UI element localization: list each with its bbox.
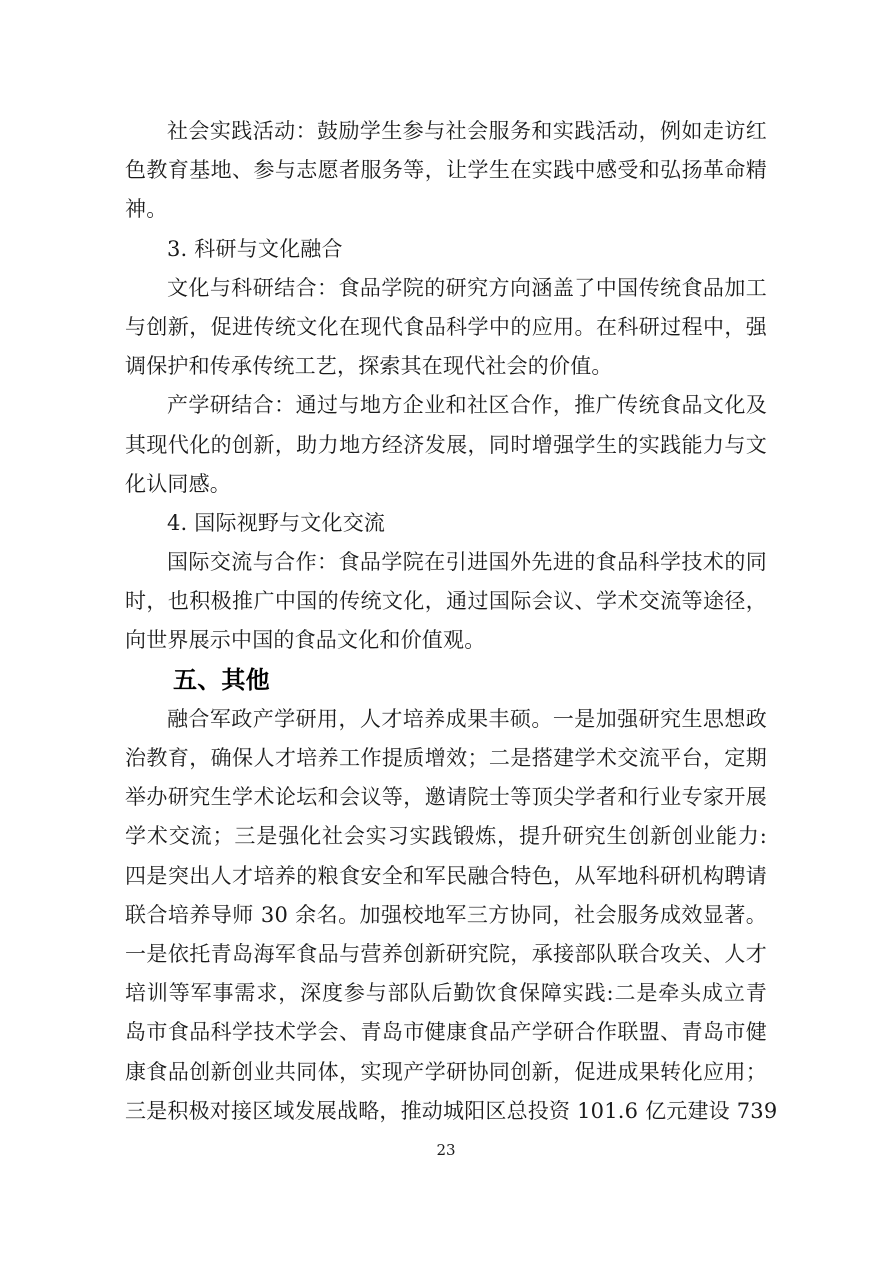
text-line: 四是突出人才培养的粮食安全和军民融合特色，从军地科研机构聘请: [125, 863, 767, 888]
document-body: [125, 112, 778, 1131]
text-line: 调保护和传承传统工艺，探索其在现代社会的价值。: [125, 354, 613, 379]
paragraph: [125, 386, 767, 504]
text-line: 化认同感。: [125, 471, 231, 496]
text-line: 联合培养导师 30 余名。加强校地军三方协同，社会服务成效显著。: [125, 902, 767, 927]
text-line: 社会实践活动：鼓励学生参与社会服务和实践活动，例如走访红: [167, 119, 767, 143]
text-line: 3. 科研与文化融合: [167, 236, 343, 261]
paragraph: [125, 230, 767, 269]
text-line: 产学研结合：通过与地方企业和社区合作，推广传统食品文化及: [167, 393, 767, 418]
text-line: 文化与科研结合：食品学院的研究方向涵盖了中国传统食品加工: [167, 275, 767, 300]
text-line: 融合军政产学研用，人才培养成果丰硕。一是加强研究生思想政: [167, 706, 767, 731]
text-line: 神。: [125, 197, 168, 222]
text-line: 治教育，确保人才培养工作提质增效；二是搭建学术交流平台，定期: [125, 746, 767, 770]
text-line: 一是依托青岛海军食品与营养创新研究院，承接部队联合攻关、人才: [125, 941, 767, 966]
page-footer: [125, 1140, 767, 1160]
text-line: 向世界展示中国的食品文化和价值观。: [125, 628, 486, 653]
text-line: 4. 国际视野与文化交流: [167, 510, 386, 535]
text-line: 学术交流；三是强化社会实习实践锻炼，提升研究生创新创业能力:: [125, 824, 767, 849]
text-line: 国际交流与合作：食品学院在引进国外先进的食品科学技术的同: [167, 550, 767, 575]
text-line: 举办研究生学术论坛和会议等，邀请院士等顶尖学者和行业专家开展: [125, 785, 767, 810]
paragraph: [125, 543, 767, 661]
text-line: 其现代化的创新，助力地方经济发展，同时增强学生的实践能力与文: [125, 432, 767, 457]
page-number: 23: [436, 1141, 456, 1159]
text-line: 五、其他: [173, 666, 270, 694]
paragraph: [125, 504, 767, 543]
text-line: 与创新，促进传统文化在现代食品科学中的应用。在科研过程中，强: [125, 314, 767, 339]
paragraph: [125, 700, 778, 1131]
section-heading: [125, 661, 767, 700]
text-line: 三是积极对接区域发展战略，推动城阳区总投资 101.6 亿元建设 739: [125, 1098, 778, 1123]
text-line: 色教育基地、参与志愿者服务等，让学生在实践中感受和弘扬革命精: [125, 158, 767, 183]
text-line: 时，也积极推广中国的传统文化，通过国际会议、学术交流等途径，: [125, 589, 767, 614]
text-line: 岛市食品科学技术学会、青岛市健康食品产学研合作联盟、青岛市健: [125, 1020, 767, 1045]
paragraph: [125, 112, 767, 230]
text-line: 康食品创新创业共同体，实现产学研协同创新，促进成果转化应用；: [125, 1059, 767, 1084]
text-line: 培训等军事需求，深度参与部队后勤饮食保障实践:二是牵头成立青: [125, 981, 767, 1006]
paragraph: [125, 269, 767, 387]
